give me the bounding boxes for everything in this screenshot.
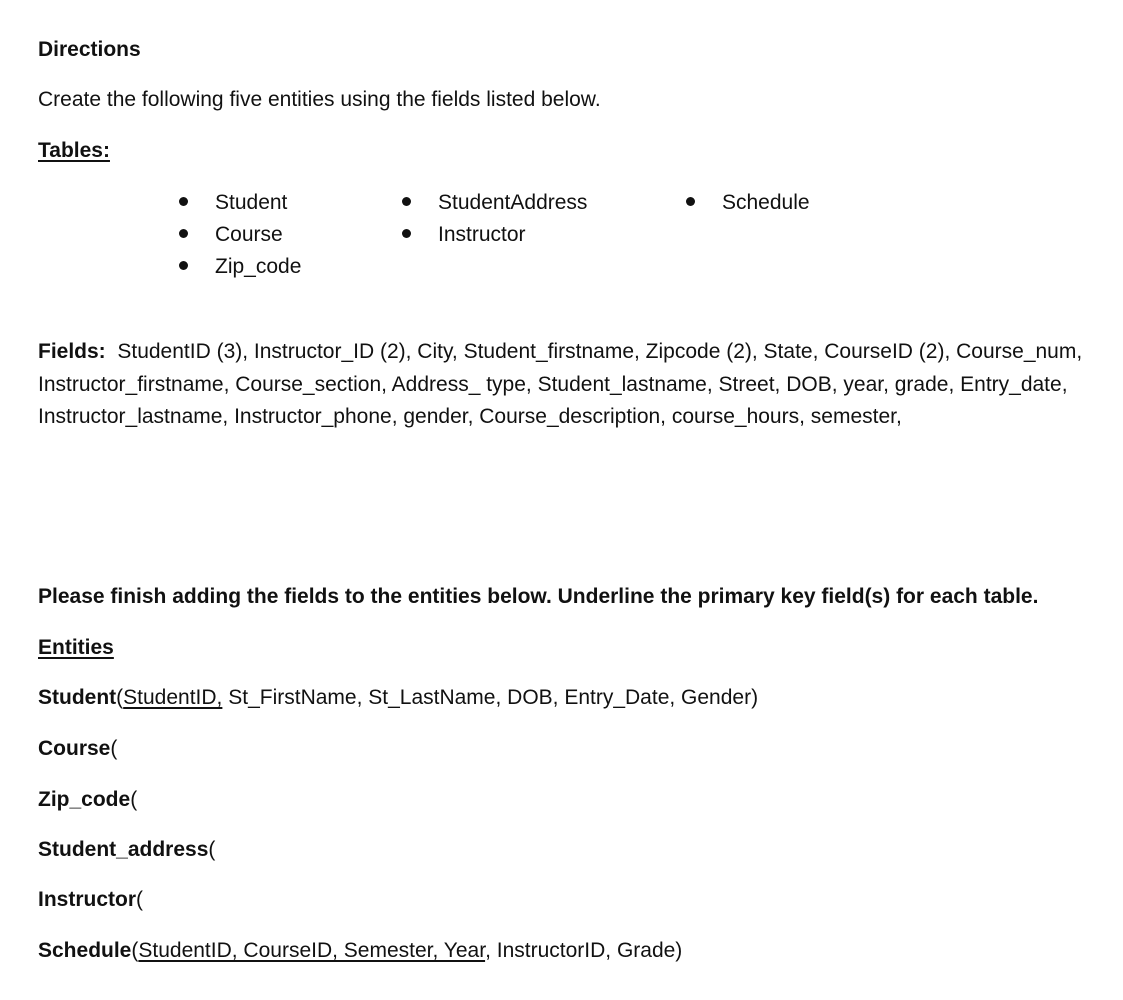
list-item: Instructor	[402, 224, 526, 245]
fields-list: StudentID (3), Instructor_ID (2), City, Student_firstname, Zipcode (2), State, CourseID (2), Course_num, Instructor_firstname, Course_section, Address_ type, Student_lastname, Street, DOB, year, grade, Entry_date, Instructor_lastname, Instructor_phone, gender, Course_description, course_hours, semester,	[38, 340, 1083, 428]
finish-instruction: Please finish adding the fields to the entities below. Underline the primary key field(s) for each table.	[38, 585, 1039, 608]
bullet-icon	[402, 197, 411, 206]
entity-course: Course(	[38, 737, 118, 760]
instruction-text: Create the following five entities using the fields listed below.	[38, 88, 601, 111]
entities-heading: Entities	[38, 636, 114, 659]
fields-label: Fields:	[38, 340, 106, 363]
entity-student: Student(StudentID, St_FirstName, St_LastName, DOB, Entry_Date, Gender)	[38, 686, 759, 709]
bullet-icon	[179, 261, 188, 270]
primary-key: StudentID,	[123, 686, 223, 709]
list-item: Schedule	[686, 192, 810, 213]
fields-paragraph	[38, 336, 1098, 434]
directions-heading: Directions	[38, 38, 141, 61]
entity-zip-code: Zip_code(	[38, 788, 138, 811]
list-item: Zip_code	[179, 256, 301, 277]
bullet-icon	[686, 197, 695, 206]
list-item: Student	[179, 192, 287, 213]
list-item: Course	[179, 224, 283, 245]
entity-student-address: Student_address(	[38, 838, 216, 861]
primary-key: StudentID, CourseID, Semester, Year	[138, 939, 486, 962]
entity-instructor: Instructor(	[38, 888, 144, 911]
bullet-icon	[402, 229, 411, 238]
tables-heading: Tables:	[38, 139, 110, 162]
entity-schedule: Schedule(StudentID, CourseID, Semester, Year, InstructorID, Grade)	[38, 939, 683, 962]
bullet-icon	[179, 229, 188, 238]
bullet-icon	[179, 197, 188, 206]
list-item: StudentAddress	[402, 192, 587, 213]
